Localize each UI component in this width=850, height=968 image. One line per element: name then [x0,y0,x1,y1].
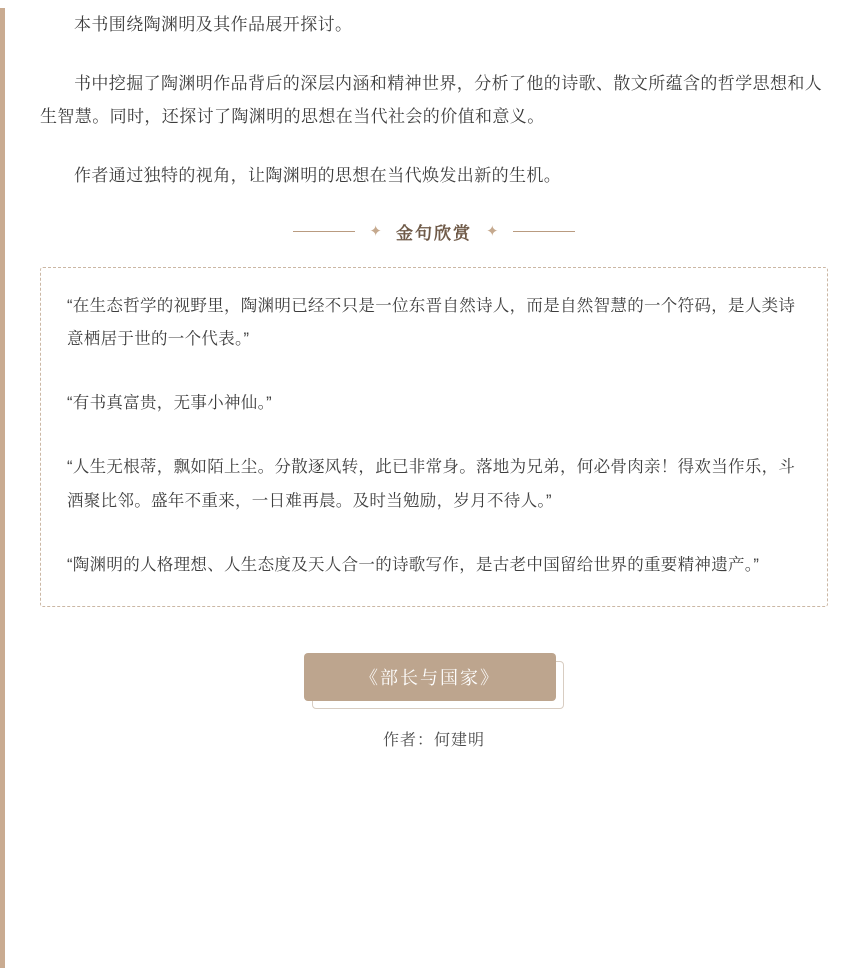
quote-box [40,267,828,608]
divider-line-right [513,231,575,232]
quote-item: “陶渊明的人格理想、人生态度及天人合一的诗歌写作，是古老中国留给世界的重要精神遗产。” [67,555,760,574]
quote-item: “有书真富贵，无事小神仙。” [67,394,272,413]
paragraph: 书中挖掘了陶渊明作品背后的深层内涵和精神世界，分析了他的诗歌、散文所蕴含的哲学思想和人生智慧。同时，还探讨了陶渊明的思想在当代社会的价值和意义。 [40,74,823,127]
book-author: 作者：何建明 [382,732,485,750]
quote-item: “在生态哲学的视野里，陶渊明已经不只是一位东晋自然诗人，而是自然智慧的一个符码，是人类诗意栖居于世的一个代表。” [67,296,796,349]
article-page [0,8,850,750]
section-divider [40,215,828,249]
section-title: 金句欣赏 [396,224,472,244]
left-accent-bar [0,8,5,968]
book-title[interactable]: 《部长与国家》 [304,653,556,701]
book-card [40,653,828,750]
paragraph: 本书围绕陶渊明及其作品展开探讨。 [74,15,353,34]
diamond-icon: ✦ [369,223,382,241]
divider-line-left [293,231,355,232]
paragraph: 作者通过独特的视角，让陶渊明的思想在当代焕发出新的生机。 [74,166,562,186]
diamond-icon: ✦ [486,223,499,241]
quote-item: “人生无根蒂，飘如陌上尘。分散逐风转，此已非常身。落地为兄弟，何必骨肉亲！得欢当作乐，斗酒聚比邻。盛年不重来，一日难再晨。及时当勉励，岁月不待人。” [67,458,796,510]
book-title-wrap [304,653,564,709]
